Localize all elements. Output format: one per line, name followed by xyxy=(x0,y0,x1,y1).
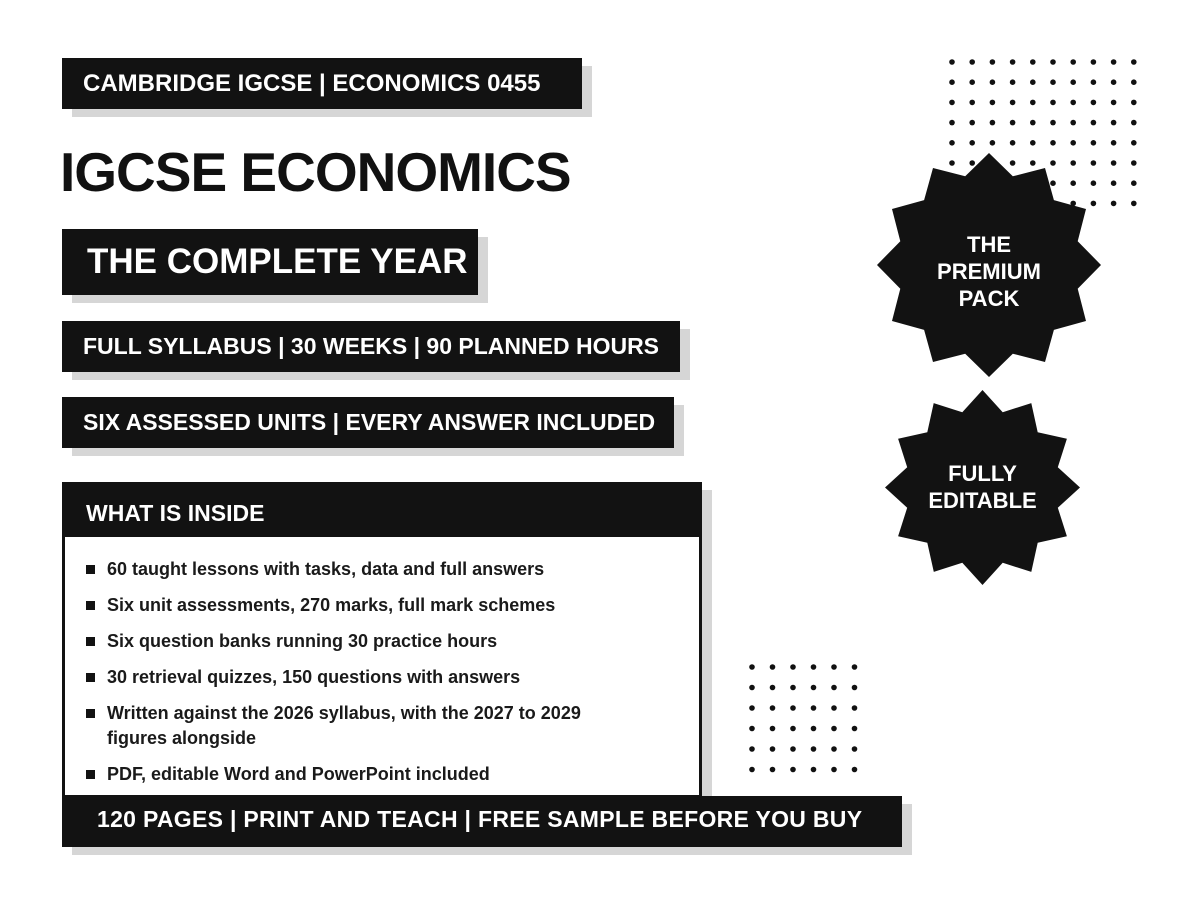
dot xyxy=(1050,59,1056,65)
list-item xyxy=(107,665,667,690)
dot xyxy=(1131,100,1137,106)
dot xyxy=(770,726,776,732)
list-item-text: Six unit assessments, 270 marks, full mark schemes xyxy=(107,595,556,615)
dot xyxy=(1131,180,1137,186)
premium-badge-label xyxy=(877,231,1101,312)
dot xyxy=(749,726,755,732)
editable-badge-line: EDITABLE xyxy=(928,488,1037,513)
dot xyxy=(949,140,955,146)
dot xyxy=(949,79,955,85)
square-bullet-icon xyxy=(86,637,95,646)
list-item-text: 30 retrieval quizzes, 150 questions with answers xyxy=(107,667,521,687)
dot xyxy=(790,664,796,670)
list-item xyxy=(107,557,667,582)
dot xyxy=(1111,79,1117,85)
dot xyxy=(831,664,837,670)
dot xyxy=(749,685,755,691)
dot xyxy=(1111,140,1117,146)
editable-badge-line: FULLY xyxy=(948,461,1017,486)
dot xyxy=(969,79,975,85)
dot xyxy=(1030,79,1036,85)
dot xyxy=(852,705,858,711)
dot xyxy=(770,767,776,773)
dot xyxy=(1030,100,1036,106)
dot xyxy=(770,746,776,752)
dot xyxy=(1091,79,1097,85)
dot xyxy=(1050,140,1056,146)
dot xyxy=(1050,100,1056,106)
tagline-units: SIX ASSESSED UNITS | EVERY ANSWER INCLUDED xyxy=(62,397,674,448)
dot xyxy=(1010,140,1016,146)
dot xyxy=(790,685,796,691)
dot xyxy=(831,726,837,732)
dot xyxy=(1111,201,1117,207)
dot xyxy=(1010,100,1016,106)
dot xyxy=(1070,79,1076,85)
dot xyxy=(831,705,837,711)
dot xyxy=(852,685,858,691)
dot xyxy=(749,767,755,773)
list-item xyxy=(107,701,637,751)
dot xyxy=(990,120,996,126)
page-title: IGCSE ECONOMICS xyxy=(60,141,571,203)
dot xyxy=(969,100,975,106)
dot xyxy=(749,705,755,711)
dot xyxy=(1030,120,1036,126)
dot xyxy=(1010,79,1016,85)
dot xyxy=(790,746,796,752)
dot xyxy=(831,685,837,691)
list-item xyxy=(107,629,667,654)
subtitle-box: THE COMPLETE YEAR xyxy=(62,229,478,295)
dot xyxy=(1091,140,1097,146)
dot xyxy=(990,140,996,146)
list-item-text: Six question banks running 30 practice hours xyxy=(107,631,498,651)
dot xyxy=(1091,100,1097,106)
dot xyxy=(1131,59,1137,65)
dot xyxy=(770,664,776,670)
tagline-syllabus: FULL SYLLABUS | 30 WEEKS | 90 PLANNED HOURS xyxy=(62,321,680,372)
premium-pack-badge xyxy=(877,150,1101,380)
dot xyxy=(990,59,996,65)
dot xyxy=(852,767,858,773)
dot xyxy=(852,664,858,670)
dot xyxy=(852,726,858,732)
dot xyxy=(1070,100,1076,106)
dot xyxy=(1050,120,1056,126)
dot xyxy=(1111,120,1117,126)
dot xyxy=(831,746,837,752)
dot xyxy=(1131,79,1137,85)
square-bullet-icon xyxy=(86,709,95,718)
dot xyxy=(949,59,955,65)
dot xyxy=(811,746,817,752)
editable-badge-label xyxy=(885,460,1080,514)
dot xyxy=(1010,120,1016,126)
list-item xyxy=(107,593,667,618)
dot xyxy=(1131,120,1137,126)
dot xyxy=(1111,180,1117,186)
contents-heading: WHAT IS INSIDE xyxy=(65,485,699,537)
dot xyxy=(990,79,996,85)
dot xyxy=(852,746,858,752)
fully-editable-badge xyxy=(885,390,1080,585)
dot xyxy=(1111,59,1117,65)
dot xyxy=(811,685,817,691)
list-item-text: 60 taught lessons with tasks, data and full answers xyxy=(107,559,545,579)
dot xyxy=(1030,59,1036,65)
dot xyxy=(1111,160,1117,166)
dot xyxy=(1131,140,1137,146)
dot xyxy=(770,705,776,711)
dot xyxy=(811,705,817,711)
dot xyxy=(811,664,817,670)
dot xyxy=(949,100,955,106)
dot-grid-bottom xyxy=(740,655,865,780)
dot xyxy=(790,767,796,773)
dot xyxy=(1131,160,1137,166)
dot xyxy=(770,685,776,691)
square-bullet-icon xyxy=(86,673,95,682)
footer-bar: 120 PAGES | PRINT AND TEACH | FREE SAMPLE BEFORE YOU BUY xyxy=(62,796,902,847)
dot xyxy=(831,767,837,773)
dot xyxy=(1091,120,1097,126)
dot xyxy=(1030,140,1036,146)
dot xyxy=(969,140,975,146)
list-item-text: PDF, editable Word and PowerPoint included xyxy=(107,764,490,784)
dot xyxy=(811,767,817,773)
header-badge: CAMBRIDGE IGCSE | ECONOMICS 0455 xyxy=(62,58,582,109)
dot xyxy=(1091,59,1097,65)
dot xyxy=(949,120,955,126)
dot xyxy=(1070,120,1076,126)
dot xyxy=(990,100,996,106)
square-bullet-icon xyxy=(86,601,95,610)
premium-badge-line: PACK xyxy=(958,286,1020,311)
list-item xyxy=(107,762,667,787)
square-bullet-icon xyxy=(86,565,95,574)
premium-badge-line: PREMIUM xyxy=(937,259,1041,284)
dot xyxy=(749,746,755,752)
square-bullet-icon xyxy=(86,770,95,779)
dot xyxy=(790,726,796,732)
contents-panel xyxy=(62,482,702,798)
dot xyxy=(1070,59,1076,65)
dot xyxy=(1010,59,1016,65)
dot xyxy=(811,726,817,732)
dot xyxy=(1050,79,1056,85)
dot xyxy=(1070,140,1076,146)
dot xyxy=(969,120,975,126)
premium-badge-line: THE xyxy=(967,232,1011,257)
dot xyxy=(1111,100,1117,106)
dot xyxy=(790,705,796,711)
list-item-text: Written against the 2026 syllabus, with the 2027 to 2029 figures alongside xyxy=(107,703,581,748)
dot xyxy=(969,59,975,65)
dot xyxy=(749,664,755,670)
dot xyxy=(1131,201,1137,207)
